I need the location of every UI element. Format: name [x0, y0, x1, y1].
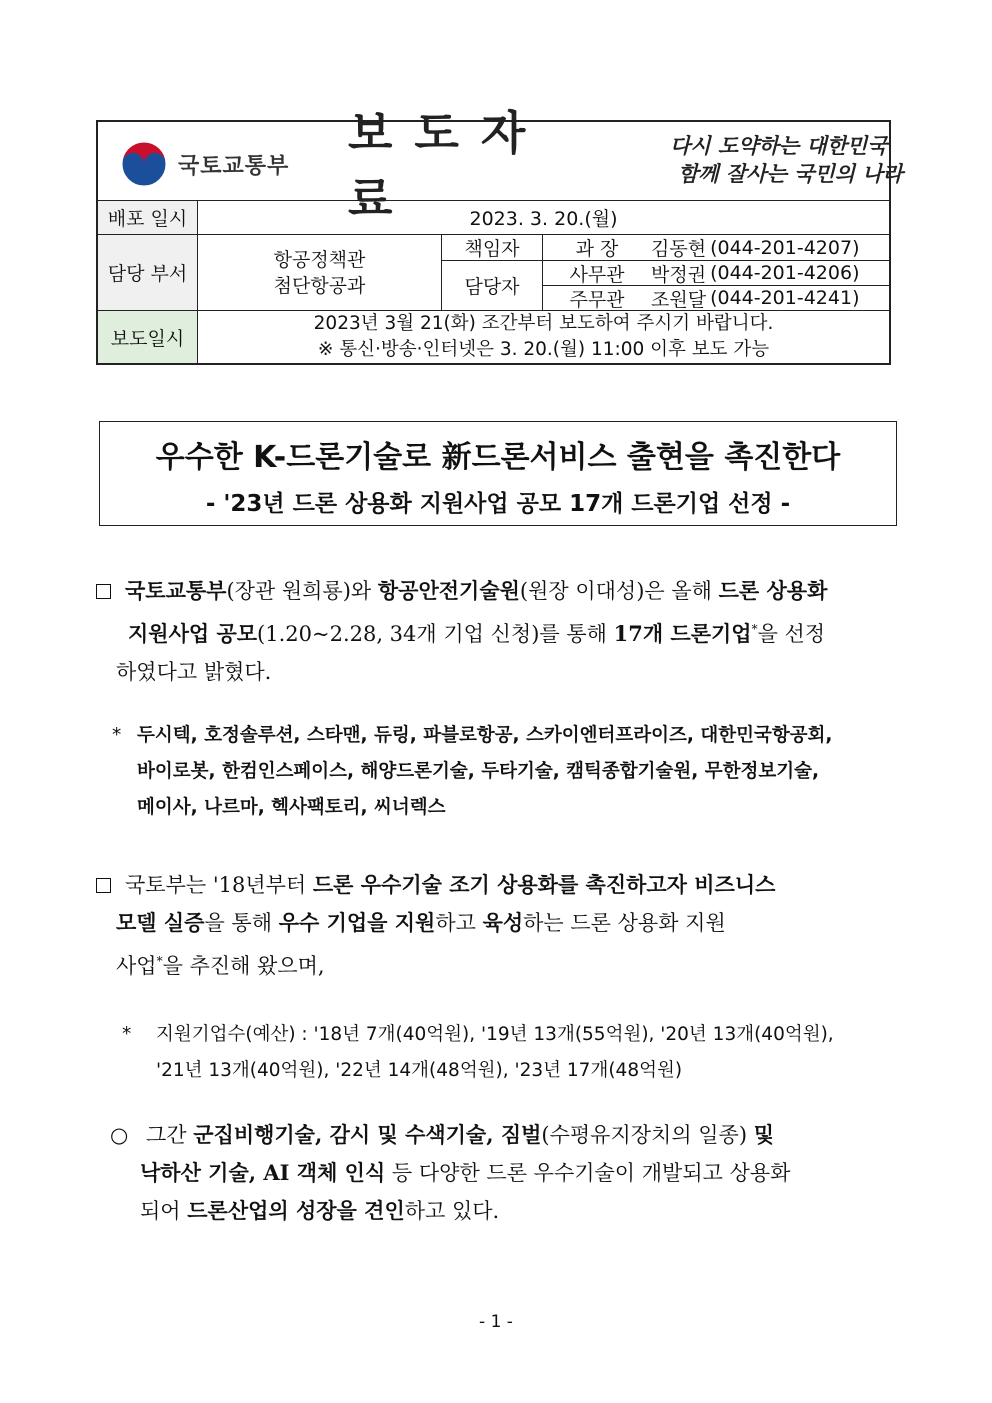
dept-line-1: 항공정책관	[273, 248, 366, 271]
checkbox-bullet-icon	[96, 584, 111, 599]
paragraph-2	[96, 866, 896, 985]
p2-line-3	[96, 942, 896, 985]
header-table	[96, 106, 903, 365]
contact-row-2	[543, 261, 889, 285]
note-2-line-2: '21년 13개(40억원), '22년 14개(48억원), '23년 17개(48억원)	[156, 1060, 683, 1081]
contact-phone: (044-201-4241)	[710, 287, 860, 309]
p2-text: 하고	[435, 911, 483, 935]
contact-row-3	[543, 286, 889, 310]
p2-emph: 우수 기업을 지원	[278, 910, 436, 935]
p3-emph: 군집비행기술, 감시 및 수색기술, 짐벌	[193, 1122, 542, 1147]
p2-emph: 드론 우수기술 조기 상용화를 촉진하고자 비즈니스	[312, 872, 776, 897]
headline-sub: - '23년 드론 상용화 지원사업 공모 17개 드론기업 선정 -	[205, 491, 791, 517]
p1-emph: 17개 드론기업	[613, 621, 752, 646]
note-1	[112, 718, 897, 826]
p3-text: 되어	[140, 1199, 188, 1223]
p3-text: 그간	[146, 1123, 194, 1147]
embargo-line-2: ※ 통신·방송·인터넷은 3. 20.(월) 11:00 이후 보도 가능	[317, 339, 770, 360]
note-1-line-2: 바이로봇, 한컴인스페이스, 해양드론기술, 두타기술, 캠틱종합기술원, 무한정보기술,	[137, 761, 819, 782]
doc-title: 보도자료	[348, 106, 548, 226]
slogan-line-1: 다시 도약하는 대한민국	[670, 133, 888, 158]
note-mark: *	[122, 1024, 132, 1045]
ministry-name: 국토교통부	[178, 153, 290, 179]
p2-text: 사업	[116, 954, 157, 978]
p3-emph: 및	[753, 1122, 775, 1147]
p1-ministry: 국토교통부	[125, 578, 227, 603]
contact-name: 김동현	[651, 238, 707, 260]
p3-line-2	[110, 1154, 896, 1192]
embargo-line-1: 2023년 3월 21(화) 조간부터 보도하여 주시기 바랍니다.	[313, 313, 774, 334]
p2-emph: 모델 실증	[116, 910, 205, 935]
contact-phone: (044-201-4207)	[710, 236, 860, 259]
slogan-line-2: 함께 잘사는 국민의 나라	[678, 161, 903, 186]
checkbox-bullet-icon	[96, 878, 111, 893]
note-1-line-3: 메이사, 나르마, 헥사팩토리, 씨너렉스	[137, 797, 446, 818]
p3-text: (수평유지장치의 일종)	[541, 1123, 754, 1147]
p1-line-1	[96, 572, 896, 610]
p3-emph: 드론산업의 성장을 견인	[187, 1198, 405, 1223]
contact-title: 과 장	[575, 238, 619, 260]
p3-line-1	[110, 1116, 896, 1154]
p3-emph: 낙하산 기술, AI 객체 인식	[140, 1160, 386, 1185]
note-mark: *	[112, 725, 122, 746]
p1-text: 을 선정	[757, 622, 826, 646]
footnote-mark: *	[156, 954, 163, 968]
headline-main: 우수한 K-드론기술로 新드론서비스 출현을 촉진한다	[155, 440, 841, 475]
paragraph-3	[110, 1116, 896, 1230]
taegeuk-logo-icon	[120, 140, 168, 188]
p2-text: 을 통해	[204, 911, 279, 935]
dept-line-2: 첨단항공과	[273, 274, 366, 297]
embargo-label: 보도일시	[98, 311, 197, 363]
p2-text: 국토부는 '18년부터	[125, 873, 313, 897]
slogan	[658, 132, 903, 196]
p2-text: 을 추진해 왔으며,	[162, 954, 325, 978]
ministry-logo	[120, 138, 320, 190]
p3-text: 하고 있다.	[404, 1199, 500, 1223]
contact-title: 사무관	[569, 263, 625, 286]
dept-name	[198, 235, 441, 310]
contact-row-1	[543, 235, 889, 260]
note-1-line-1: 두시텍, 호정솔루션, 스타맨, 듀링, 파블로항공, 스카이엔터프라이즈, 대한민국항공회,	[137, 725, 833, 746]
p1-institute: 항공안전기술원	[377, 578, 520, 603]
release-label: 배포 일시	[98, 201, 197, 234]
footnote-mark: *	[751, 622, 758, 636]
p2-line-2	[96, 904, 896, 942]
p2-text: 하는 드론 상용화 지원	[523, 911, 726, 935]
contact-name: 박정권	[651, 263, 707, 286]
p2-line-1	[96, 866, 896, 904]
resp-label: 책임자	[464, 238, 520, 260]
p2-emph: 육성	[482, 910, 524, 935]
p1-emph: 지원사업 공모	[128, 621, 258, 646]
p1-line-3: 하였다고 밝혔다.	[116, 660, 272, 684]
p1-line-2	[96, 610, 896, 653]
page-number: - 1 -	[479, 1312, 513, 1332]
headline-box	[99, 421, 897, 526]
dept-label: 담당 부서	[98, 235, 197, 310]
contact-title: 주무관	[569, 288, 625, 311]
p1-emph: 드론 상용화	[718, 578, 828, 603]
contact-label: 담당자	[464, 276, 520, 298]
p3-line-3	[110, 1192, 896, 1230]
note-2	[122, 1017, 897, 1089]
contact-name: 조원달	[651, 288, 707, 311]
contact-phone: (044-201-4206)	[710, 262, 860, 284]
paragraph-1	[96, 572, 896, 691]
p1-text: (1.20~2.28, 34개 기업 신청)를 통해	[257, 622, 614, 646]
note-2-line-1: 지원기업수(예산) : '18년 7개(40억원), '19년 13개(55억원), '20년 13개(40억원),	[156, 1024, 834, 1045]
p1-text: (장관 원희룡)와	[226, 579, 378, 603]
circle-bullet-icon: ○	[110, 1123, 129, 1147]
p1-text: (원장 이대성)은 올해	[519, 579, 719, 603]
embargo-text	[198, 311, 889, 363]
release-value: 2023. 3. 20.(월)	[469, 208, 618, 230]
p3-text: 등 다양한 드론 우수기술이 개발되고 상용화	[385, 1161, 791, 1185]
